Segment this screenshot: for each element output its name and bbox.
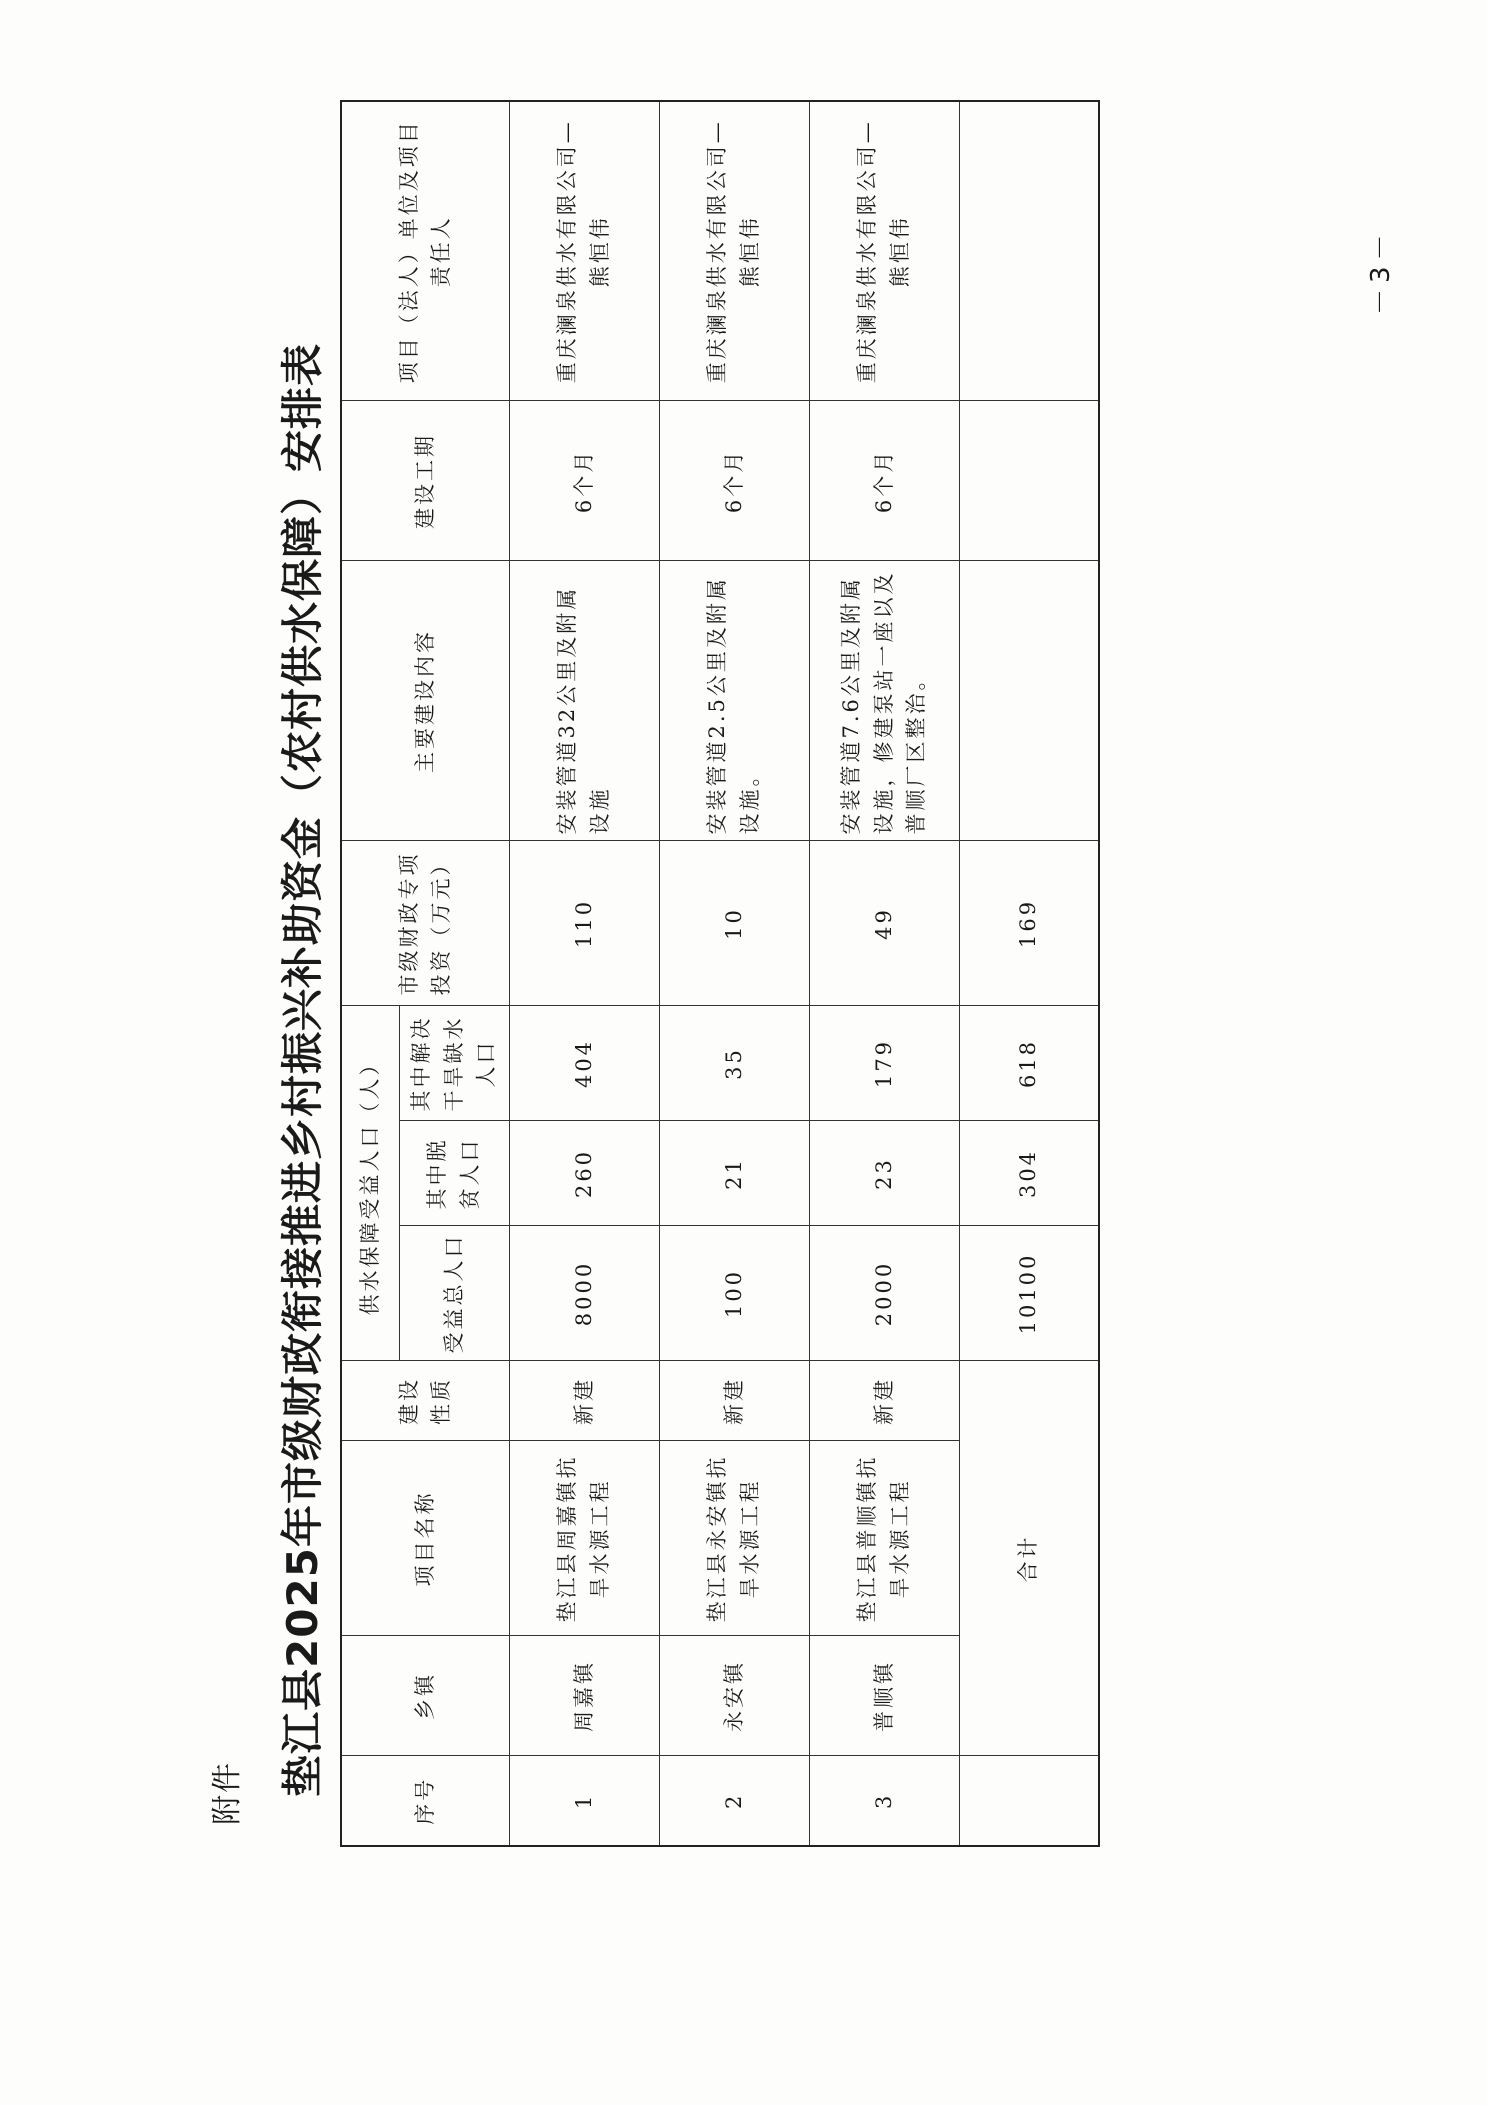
header-town: 乡镇 <box>341 1636 509 1756</box>
header-seq: 序号 <box>341 1756 509 1846</box>
header-nature: 建设性质 <box>341 1361 509 1441</box>
header-total-pop: 受益总人口 <box>399 1226 509 1361</box>
header-project-name: 项目名称 <box>341 1441 509 1636</box>
total-label: 合计 <box>959 1361 1099 1756</box>
total-total-pop: 10100 <box>959 1226 1099 1361</box>
cell-town: 周嘉镇 <box>509 1636 659 1756</box>
header-owner: 项目（法人）单位及项目责任人 <box>341 101 509 401</box>
cell-total-pop: 2000 <box>809 1226 959 1361</box>
cell-drought-pop: 404 <box>509 1006 659 1121</box>
cell-total-pop: 8000 <box>509 1226 659 1361</box>
cell-period: 6个月 <box>809 401 959 561</box>
header-beneficiary-group: 供水保障受益人口（人） <box>341 1006 399 1361</box>
cell-seq: 1 <box>509 1756 659 1846</box>
cell-owner: 重庆澜泉供水有限公司—熊恒伟 <box>509 101 659 401</box>
header-content: 主要建设内容 <box>341 561 509 841</box>
arrangement-table <box>340 100 1100 1847</box>
cell-investment: 49 <box>809 841 959 1006</box>
cell-owner: 重庆澜泉供水有限公司—熊恒伟 <box>659 101 809 401</box>
cell-poverty-pop: 21 <box>659 1121 809 1226</box>
cell-investment: 10 <box>659 841 809 1006</box>
total-poverty-pop: 304 <box>959 1121 1099 1226</box>
table-row <box>659 101 809 1846</box>
cell-town: 永安镇 <box>659 1636 809 1756</box>
cell-drought-pop: 179 <box>809 1006 959 1121</box>
header-poverty-pop: 其中脱贫人口 <box>399 1121 509 1226</box>
cell-nature: 新建 <box>509 1361 659 1441</box>
table-row <box>509 101 659 1846</box>
cell-project-name: 垫江县永安镇抗旱水源工程 <box>659 1441 809 1636</box>
cell-drought-pop: 35 <box>659 1006 809 1121</box>
cell-project-name: 垫江县周嘉镇抗旱水源工程 <box>509 1441 659 1636</box>
cell-content: 安装管道7.6公里及附属设施，修建泵站一座以及普顺厂区整治。 <box>809 561 959 841</box>
cell-investment: 110 <box>509 841 659 1006</box>
header-drought-pop: 其中解决干旱缺水人口 <box>399 1006 509 1121</box>
cell-content: 安装管道2.5公里及附属设施。 <box>659 561 809 841</box>
cell-nature: 新建 <box>809 1361 959 1441</box>
document-title: 垫江县2025年市级财政衔接推进乡村振兴补助资金（农村供水保障）安排表 <box>278 343 327 1797</box>
cell-period: 6个月 <box>659 401 809 561</box>
cell-poverty-pop: 260 <box>509 1121 659 1226</box>
cell-seq: 3 <box>809 1756 959 1846</box>
cell-owner: 重庆澜泉供水有限公司—熊恒伟 <box>809 101 959 401</box>
cell-content: 安装管道32公里及附属设施 <box>509 561 659 841</box>
header-investment: 市级财政专项投资（万元） <box>341 841 509 1006</box>
total-drought-pop: 618 <box>959 1006 1099 1121</box>
cell-seq: 2 <box>659 1756 809 1846</box>
cell-nature: 新建 <box>659 1361 809 1441</box>
attachment-label: 附件 <box>210 1761 245 1825</box>
total-row <box>959 101 1099 1846</box>
table-row <box>809 101 959 1846</box>
total-investment: 169 <box>959 841 1099 1006</box>
cell-total-pop: 100 <box>659 1226 809 1361</box>
cell-town: 普顺镇 <box>809 1636 959 1756</box>
cell-poverty-pop: 23 <box>809 1121 959 1226</box>
cell-period: 6个月 <box>509 401 659 561</box>
cell-project-name: 垫江县普顺镇抗旱水源工程 <box>809 1441 959 1636</box>
page-number: －3－ <box>1366 228 1396 315</box>
header-period: 建设工期 <box>341 401 509 561</box>
